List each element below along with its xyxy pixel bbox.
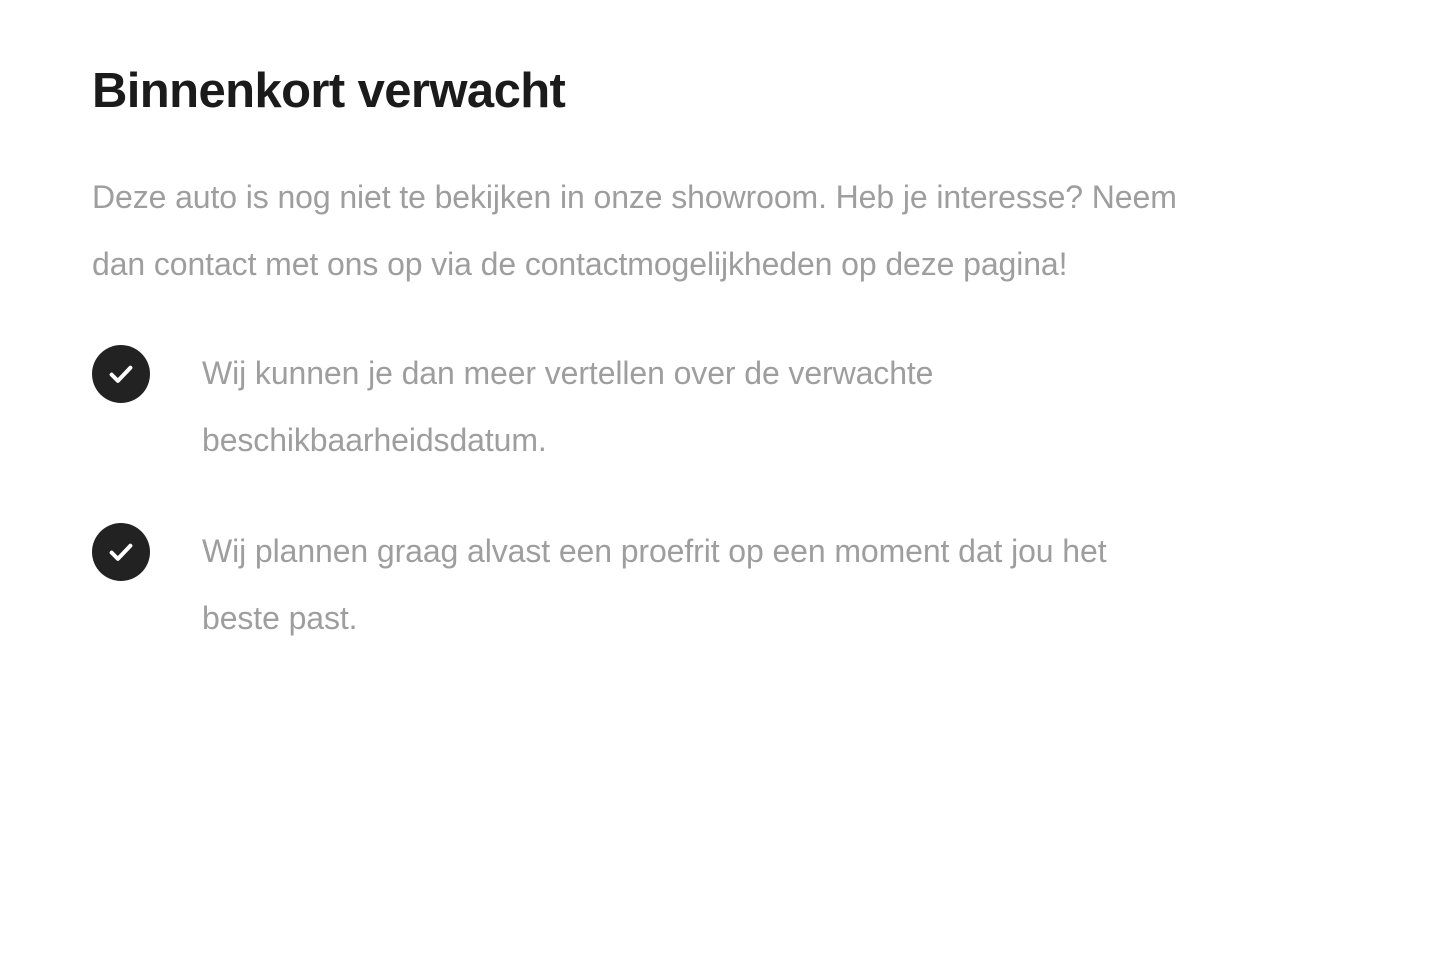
benefits-list — [92, 340, 1348, 652]
list-item-label: Wij plannen graag alvast een proefrit op een moment dat jou het beste past. — [202, 533, 1107, 636]
check-circle-icon — [92, 523, 150, 581]
check-circle-icon — [92, 345, 150, 403]
list-item — [92, 340, 1348, 474]
list-item-label: Wij kunnen je dan meer vertellen over de verwachte beschikbaarheidsdatum. — [202, 355, 934, 458]
page-title: Binnenkort verwacht — [92, 64, 566, 118]
list-item — [92, 518, 1348, 652]
intro-paragraph: Deze auto is nog niet te bekijken in onze showroom. Heb je interesse? Neem dan contact met ons op via de contactmogelijkheden op deze pagina! — [92, 179, 1177, 282]
